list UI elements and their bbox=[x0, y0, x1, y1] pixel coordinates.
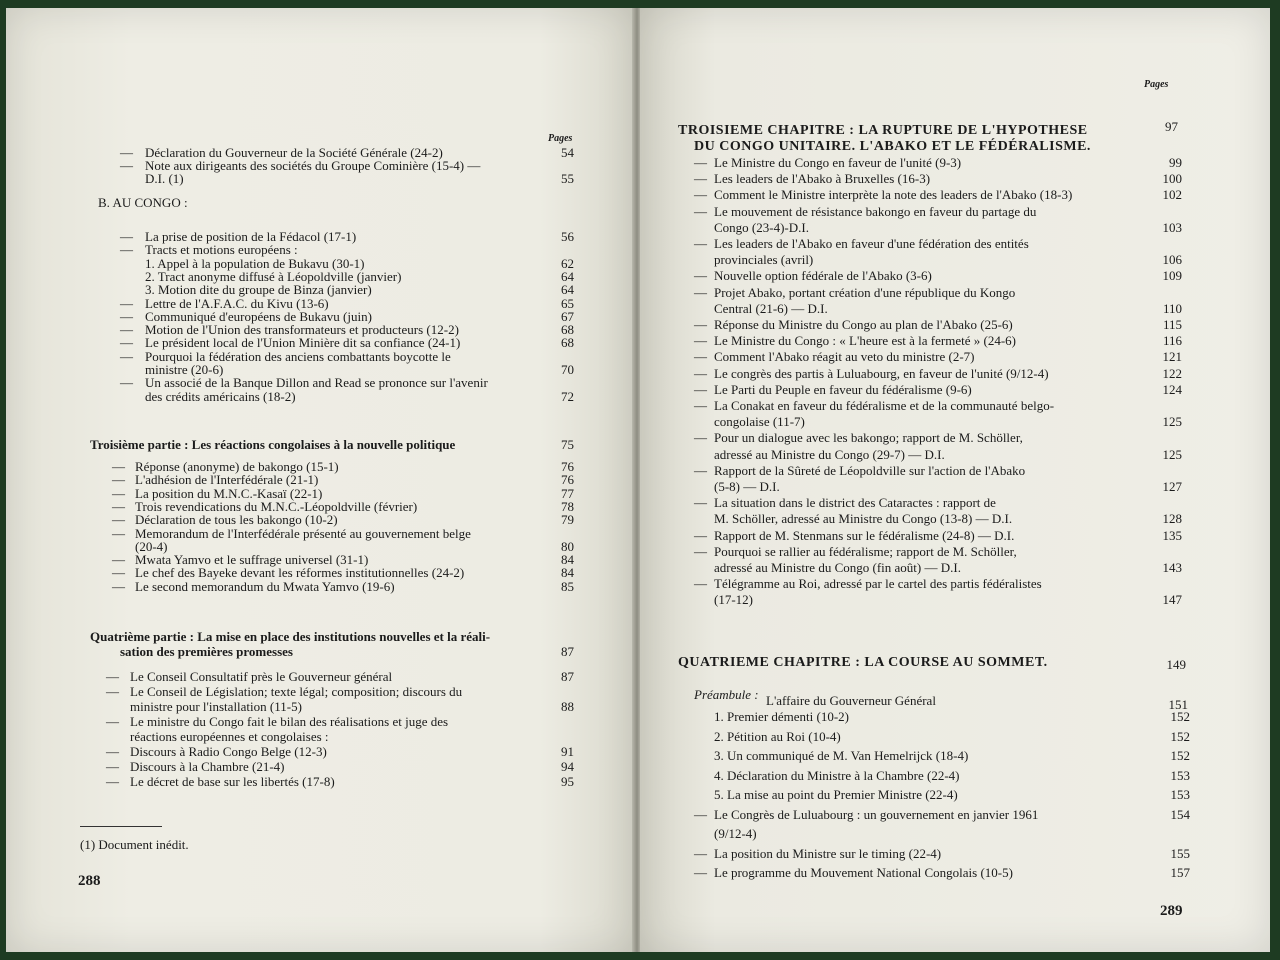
entry-dash: — bbox=[120, 322, 133, 338]
page-number: 76 bbox=[561, 459, 574, 474]
entry-dash: — bbox=[694, 333, 707, 349]
entry-dash: — bbox=[106, 759, 119, 774]
entry-dash: — bbox=[694, 349, 707, 365]
page-number: 64 bbox=[561, 268, 574, 284]
page-number: 100 bbox=[1162, 171, 1182, 187]
entry-dash: — bbox=[120, 335, 133, 351]
entry-dash: — bbox=[694, 430, 707, 446]
page-number: 84 bbox=[561, 565, 574, 581]
toc-entry: Lettre de l'A.F.A.C. du Kivu (13-6) bbox=[145, 295, 329, 311]
toc-entry: Pourquoi la fédération des anciens combattants boycotte le bbox=[145, 348, 451, 364]
page-number: 152 bbox=[1170, 728, 1190, 744]
toc-entry: L'adhésion de l'Interfédérale (21-1) bbox=[135, 472, 319, 488]
entry-dash: — bbox=[694, 865, 707, 880]
page-number: 80 bbox=[561, 538, 574, 554]
page-number: 110 bbox=[1162, 300, 1182, 316]
page-number: 85 bbox=[561, 578, 574, 594]
page-number: 115 bbox=[1162, 317, 1182, 332]
toc-entry: D.I. (1) bbox=[145, 171, 184, 186]
entry-dash: — bbox=[120, 348, 133, 364]
toc-entry: La prise de position de la Fédacol (17-1) bbox=[145, 229, 357, 244]
page-number: 149 bbox=[1166, 657, 1186, 672]
page-number: 70 bbox=[561, 362, 574, 377]
page-number: 102 bbox=[1162, 187, 1182, 203]
toc-entry: Le Conseil de Législation; texte légal; composition; discours du bbox=[130, 684, 463, 699]
entry-dash: — bbox=[120, 145, 133, 160]
page-number: 122 bbox=[1162, 365, 1182, 381]
entry-dash: — bbox=[112, 485, 125, 501]
toc-entry: La situation dans le district des Cataractes : rapport de bbox=[714, 495, 996, 511]
footnote-rule bbox=[80, 826, 162, 827]
toc-entry: Un associé de la Banque Dillon and Read se prononce sur l'avenir bbox=[145, 375, 488, 391]
page-number: 65 bbox=[561, 295, 574, 311]
toc-entry: Comment le Ministre interprète la note des leaders de l'Abako (18-3) bbox=[714, 187, 1073, 203]
page-number: 56 bbox=[561, 229, 574, 244]
entry-dash: — bbox=[694, 398, 707, 413]
toc-entry: 4. Déclaration du Ministre à la Chambre (22-4) bbox=[714, 767, 960, 783]
page-number: 78 bbox=[561, 498, 574, 514]
section-heading: B. AU CONGO : bbox=[98, 195, 188, 210]
toc-entry: Réponse du Ministre du Congo au plan de l'Abako (25-6) bbox=[714, 317, 1013, 332]
toc-entry: ministre (20-6) bbox=[145, 362, 224, 377]
entry-dash: — bbox=[120, 158, 133, 173]
page-number: 153 bbox=[1170, 787, 1190, 802]
toc-entry: (9/12-4) bbox=[714, 826, 757, 841]
entry-dash: — bbox=[694, 284, 707, 300]
toc-entry: Déclaration de tous les bakongo (10-2) bbox=[135, 512, 338, 528]
page-number: 121 bbox=[1162, 349, 1182, 365]
toc-entry: Les leaders de l'Abako en faveur d'une fédération des entités bbox=[714, 236, 1029, 251]
toc-entry: Réponse (anonyme) de bakongo (15-1) bbox=[135, 459, 339, 474]
toc-entry: Rapport de M. Stenmans sur le fédéralisme (24-8) — D.I. bbox=[714, 527, 1015, 543]
page-number: 116 bbox=[1162, 333, 1182, 349]
entry-dash: — bbox=[112, 565, 125, 581]
entry-dash: — bbox=[112, 552, 125, 568]
toc-entry: Le second memorandum du Mwata Yamvo (19-6) bbox=[135, 578, 395, 594]
page-folio: 289 bbox=[1160, 903, 1183, 919]
toc-entry: Mwata Yamvo et le suffrage universel (31-1) bbox=[135, 552, 369, 568]
entry-dash: — bbox=[694, 236, 707, 251]
toc-entry: 2. Tract anonyme diffusé à Léopoldville (janvier) bbox=[145, 268, 402, 284]
entry-dash: — bbox=[694, 365, 707, 381]
entry-dash: — bbox=[694, 187, 707, 203]
toc-entry: Memorandum de l'Interfédérale présenté au gouvernement belge bbox=[135, 525, 471, 541]
toc-entry: Congo (23-4)-D.I. bbox=[714, 219, 809, 235]
page-number: 87 bbox=[561, 644, 574, 659]
page-number: 151 bbox=[1168, 697, 1188, 712]
page-folio: 288 bbox=[78, 873, 101, 889]
toc-entry: La position du M.N.C.-Kasaï (22-1) bbox=[135, 485, 323, 501]
entry-dash: — bbox=[120, 308, 133, 324]
entry-dash: — bbox=[112, 498, 125, 514]
page-number: 87 bbox=[561, 669, 574, 684]
toc-entry: La Conakat en faveur du fédéralisme et de la communauté belgo- bbox=[714, 398, 1055, 413]
entry-dash: — bbox=[694, 495, 707, 511]
toc-entry: Pour un dialogue avec les bakongo; rapport de M. Schöller, bbox=[714, 430, 1023, 446]
entry-dash: — bbox=[694, 317, 707, 332]
entry-dash: — bbox=[106, 714, 119, 729]
toc-entry: 5. La mise au point du Premier Ministre (22-4) bbox=[714, 787, 958, 802]
chapter-heading: QUATRIEME CHAPITRE : LA COURSE AU SOMMET. bbox=[678, 655, 1048, 670]
page-number: 68 bbox=[561, 335, 574, 351]
toc-entry: ministre pour l'installation (11-5) bbox=[130, 699, 302, 714]
page-number: 99 bbox=[1169, 155, 1182, 170]
toc-entry: Comment l'Abako réagit au veto du ministre (2-7) bbox=[714, 349, 975, 365]
toc-entry: Discours à Radio Congo Belge (12-3) bbox=[130, 744, 327, 759]
toc-entry: réactions européennes et congolaises : bbox=[130, 729, 329, 744]
page-number: 106 bbox=[1162, 252, 1182, 268]
page-number: 72 bbox=[561, 388, 574, 404]
page-number: 155 bbox=[1170, 845, 1190, 861]
entry-dash: — bbox=[106, 684, 119, 699]
entry-dash: — bbox=[106, 774, 119, 789]
entry-dash: — bbox=[112, 525, 125, 541]
page-number: 124 bbox=[1162, 381, 1182, 397]
entry-dash: — bbox=[694, 268, 707, 284]
toc-entry: Nouvelle option fédérale de l'Abako (3-6) bbox=[714, 268, 932, 284]
toc-entry: Le président local de l'Union Minière dit sa confiance (24-1) bbox=[145, 335, 461, 351]
preamble-label: Préambule : bbox=[694, 687, 759, 702]
page-number: 152 bbox=[1170, 748, 1190, 763]
toc-entry: Le Congrès de Luluabourg : un gouvernement en janvier 1961 bbox=[714, 806, 1039, 822]
toc-entry: La position du Ministre sur le timing (22-4) bbox=[714, 845, 942, 861]
toc-entry: Rapport de la Sûreté de Léopoldville sur l'action de l'Abako bbox=[714, 462, 1026, 478]
part-heading: Quatrième partie : La mise en place des institutions nouvelles et la réali- bbox=[90, 629, 491, 644]
toc-entry: (20-4) bbox=[135, 538, 168, 554]
entry-dash: — bbox=[112, 578, 125, 594]
page-number: 84 bbox=[561, 552, 574, 568]
toc-entry: provinciales (avril) bbox=[714, 252, 814, 268]
toc-entry: 2. Pétition au Roi (10-4) bbox=[714, 728, 841, 744]
entry-dash: — bbox=[112, 472, 125, 488]
toc-entry: adressé au Ministre du Congo (29-7) — D.I. bbox=[714, 446, 945, 462]
pages-label: Pages bbox=[1144, 79, 1169, 90]
preamble-text: L'affaire du Gouverneur Général bbox=[766, 693, 936, 708]
toc-entry: congolaise (11-7) bbox=[714, 414, 805, 430]
toc-entry: Déclaration du Gouverneur de la Société Générale (24-2) bbox=[145, 145, 443, 160]
page-number: 97 bbox=[1165, 119, 1178, 134]
entry-dash: — bbox=[120, 375, 133, 391]
toc-entry: Le Parti du Peuple en faveur du fédéralisme (9-6) bbox=[714, 381, 972, 397]
toc-entry: Le ministre du Congo fait le bilan des réalisations et juge des bbox=[130, 714, 449, 729]
page-number: 135 bbox=[1162, 527, 1182, 543]
page-number: 157 bbox=[1170, 865, 1190, 880]
page-number: 88 bbox=[561, 699, 574, 714]
page-number: 95 bbox=[561, 774, 574, 789]
page-number: 68 bbox=[561, 322, 574, 338]
toc-entry: 1. Premier démenti (10-2) bbox=[714, 709, 850, 724]
toc-entry: Le Ministre du Congo : « L'heure est à la fermeté » (24-6) bbox=[714, 333, 1016, 349]
footnote: (1) Document inédit. bbox=[80, 837, 189, 852]
toc-entry: Motion de l'Union des transformateurs et producteurs (12-2) bbox=[145, 322, 459, 338]
page-number: 55 bbox=[561, 171, 574, 186]
toc-entry: Les leaders de l'Abako à Bruxelles (16-3) bbox=[714, 171, 931, 187]
page-number: 153 bbox=[1170, 767, 1190, 783]
page-number: 76 bbox=[561, 472, 574, 488]
chapter-heading: TROISIEME CHAPITRE : LA RUPTURE DE L'HYPOTHESE bbox=[678, 123, 1088, 138]
toc-entry: Le congrès des partis à Luluabourg, en faveur de l'unité (9/12-4) bbox=[714, 365, 1049, 381]
part-heading: Troisième partie : Les réactions congolaises à la nouvelle politique bbox=[90, 437, 456, 452]
toc-entry: M. Schöller, adressé au Ministre du Congo (13-8) — D.I. bbox=[714, 511, 1013, 527]
toc-entry: (5-8) — D.I. bbox=[714, 479, 780, 494]
part-heading: sation des premières promesses bbox=[120, 644, 293, 659]
entry-dash: — bbox=[694, 845, 707, 861]
page-number: 154 bbox=[1170, 806, 1190, 822]
entry-dash: — bbox=[120, 295, 133, 311]
page-number: 143 bbox=[1162, 560, 1182, 575]
page-number: 94 bbox=[561, 759, 574, 774]
toc-entry: Le Ministre du Congo en faveur de l'unité (9-3) bbox=[714, 155, 962, 170]
page-number: 125 bbox=[1162, 446, 1182, 462]
toc-entry: Pourquoi se rallier au fédéralisme; rapport de M. Schöller, bbox=[714, 543, 1017, 559]
entry-dash: — bbox=[112, 512, 125, 528]
page-number: 152 bbox=[1170, 709, 1190, 724]
entry-dash: — bbox=[694, 203, 707, 219]
toc-entry: des crédits américains (18-2) bbox=[145, 388, 296, 404]
entry-dash: — bbox=[694, 527, 707, 543]
entry-dash: — bbox=[694, 543, 707, 559]
page-number: 103 bbox=[1162, 219, 1182, 235]
toc-entry: (17-12) bbox=[714, 592, 753, 608]
entry-dash: — bbox=[694, 381, 707, 397]
entry-dash: — bbox=[120, 242, 133, 258]
page-number: 147 bbox=[1162, 592, 1182, 608]
toc-entry: Central (21-6) — D.I. bbox=[714, 300, 828, 316]
page-number: 109 bbox=[1162, 268, 1182, 284]
page-number: 54 bbox=[561, 145, 574, 160]
toc-entry: Discours à la Chambre (21-4) bbox=[130, 759, 285, 774]
page-number: 127 bbox=[1162, 479, 1182, 494]
toc-entry: Trois revendications du M.N.C.-Léopoldville (février) bbox=[135, 498, 418, 514]
entry-dash: — bbox=[112, 459, 125, 474]
page-number: 64 bbox=[561, 282, 574, 298]
toc-entry: Le mouvement de résistance bakongo en faveur du partage du bbox=[714, 203, 1037, 219]
page-number: 62 bbox=[561, 255, 574, 271]
toc-entry: Télégramme au Roi, adressé par le cartel des partis fédéralistes bbox=[714, 576, 1042, 592]
pages-label: Pages bbox=[548, 133, 573, 144]
toc-entry: 3. Un communiqué de M. Van Hemelrijck (18-4) bbox=[714, 748, 969, 763]
page-number: 75 bbox=[561, 437, 574, 452]
entry-dash: — bbox=[106, 669, 119, 684]
entry-dash: — bbox=[694, 171, 707, 187]
toc-entry: Le Conseil Consultatif près le Gouverneur général bbox=[130, 669, 393, 684]
entry-dash: — bbox=[694, 806, 707, 822]
page-number: 125 bbox=[1162, 414, 1182, 430]
toc-entry: Projet Abako, portant création d'une république du Kongo bbox=[714, 284, 1016, 300]
page-number: 77 bbox=[561, 485, 574, 501]
entry-dash: — bbox=[694, 576, 707, 592]
page-number: 91 bbox=[561, 744, 574, 759]
toc-entry: Le décret de base sur les libertés (17-8) bbox=[130, 774, 335, 789]
toc-entry: 3. Motion dite du groupe de Binza (janvier) bbox=[145, 282, 372, 298]
toc-entry: Tracts et motions européens : bbox=[145, 242, 298, 258]
entry-dash: — bbox=[694, 155, 707, 170]
page-number: 67 bbox=[561, 308, 574, 324]
toc-entry: Note aux dirigeants des sociétés du Groupe Cominière (15-4) — bbox=[145, 158, 481, 173]
entry-dash: — bbox=[106, 744, 119, 759]
entry-dash: — bbox=[694, 462, 707, 478]
entry-dash: — bbox=[120, 229, 133, 244]
chapter-heading: DU CONGO UNITAIRE. L'ABAKO ET LE FÉDÉRALISME. bbox=[694, 139, 1091, 154]
page-number: 128 bbox=[1162, 511, 1182, 527]
toc-entry: 1. Appel à la population de Bukavu (30-1) bbox=[145, 255, 365, 271]
toc-entry: adressé au Ministre du Congo (fin août) — D.I. bbox=[714, 560, 961, 575]
toc-entry: Le chef des Bayeke devant les réformes institutionnelles (24-2) bbox=[135, 565, 465, 581]
page-number: 79 bbox=[561, 512, 574, 528]
toc-entry: Communiqué d'européens de Bukavu (juin) bbox=[145, 308, 372, 324]
toc-entry: Le programme du Mouvement National Congolais (10-5) bbox=[714, 865, 1013, 880]
